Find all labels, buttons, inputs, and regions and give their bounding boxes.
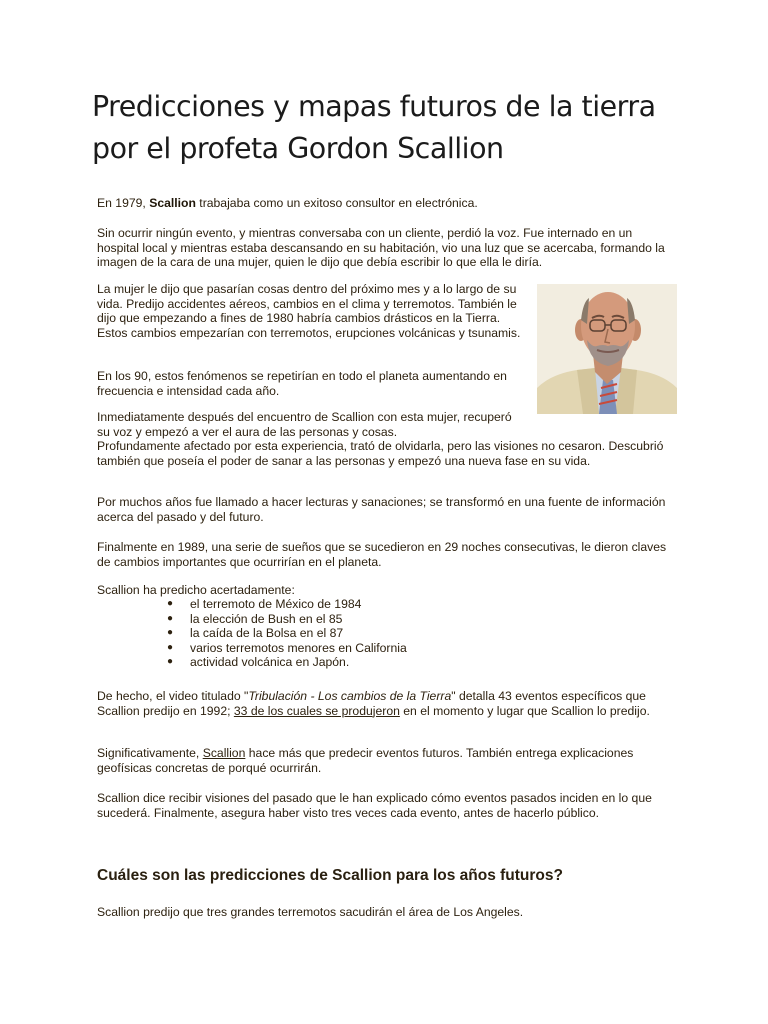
portrait-illustration <box>537 284 677 414</box>
paragraph-los-angeles: Scallion predijo que tres grandes terremotos sacudirán el área de Los Angeles. <box>97 905 524 919</box>
paragraph-aura: Inmediatamente después del encuentro de Scallion con esta mujer, recuperó su voz y empezó a ver el aura de las personas y cosas. <box>97 410 512 439</box>
bullet-icon: ● <box>167 641 174 653</box>
scallion-bold: Scallion <box>149 196 196 210</box>
bullet-icon: ● <box>167 627 174 639</box>
bullet-icon: ● <box>167 656 174 668</box>
paragraph-woman-predictions: La mujer le dijo que pasarían cosas dentro del próximo mes y a lo largo de su vida. Predijo accidentes aéreos, cambios en el clima y terremotos. También le dijo que empezando a fines de 1980 habría cambios drásticos en la Tierra. Estos cambios empezarían con terremotos, erupciones volcánicas y tsunamis. <box>97 282 521 340</box>
bullet-icon: ● <box>167 612 174 624</box>
video-title: Tribulación - Los cambios de la Tierra <box>248 689 452 703</box>
bullet-icon: ● <box>167 598 174 609</box>
list-item: ● actividad volcánica en Japón. <box>167 655 350 670</box>
paragraph-dreams: Finalmente en 1989, una serie de sueños que se sucedieron en 29 noches consecutivas, le dieron claves de cambios importantes que ocurrirían en el planeta. <box>97 540 667 569</box>
list-item: ● la elección de Bush en el 85 <box>167 611 343 626</box>
produced-events-link[interactable]: 33 de los cuales se produjeron <box>233 703 400 718</box>
scallion-link[interactable]: Scallion <box>202 746 246 760</box>
paragraph-visions: Scallion dice recibir visiones del pasado que le han explicado cómo eventos pasados inciden en lo que sucederá. Finalmente, asegura haber visto tres veces cada evento, antes de hacerlo público. <box>97 791 652 820</box>
gordon-scallion-photo <box>537 284 677 414</box>
paragraph-video: De hecho, el video titulado "Tribulación - Los cambios de la Tierra" detalla 43 eventos específicos que Scallion predijo en 1992; 33 de los cuales se produjeron en el momento y lugar que Scallion lo predijo. <box>97 689 650 718</box>
list-item: ● varios terremotos menores en California <box>167 640 407 655</box>
list-item: ● la caída de la Bolsa en el 87 <box>167 626 344 641</box>
predictions-list <box>160 597 407 670</box>
paragraph-explanations: Significativamente, Scallion hace más que predecir eventos futuros. También entrega explicaciones geofísicas concretas de porqué ocurrirán. <box>97 746 634 775</box>
paragraph-voice-loss: Sin ocurrir ningún evento, y mientras conversaba con un cliente, perdió la voz. Fue internado en un hospital local y mientras estaba descansando en su habitación, vio una luz que se acercaba, formando la imagen de la cara de una mujer, quien le dijo que debía escribir lo que ella le diría. <box>97 226 665 270</box>
page-title: Predicciones y mapas futuros de la tierra por el profeta Gordon Scallion <box>92 90 656 165</box>
list-item: ● el terremoto de México de 1984 <box>167 597 362 611</box>
section-heading-future: Cuáles son las predicciones de Scallion para los años futuros? <box>97 867 563 884</box>
paragraph-nineties: En los 90, estos fenómenos se repetirían en todo el planeta aumentando en frecuencia e intensidad cada año. <box>97 369 507 398</box>
paragraph-intro: En 1979, Scallion trabajaba como un exitoso consultor en electrónica. <box>97 196 478 210</box>
paragraph-readings: Por muchos años fue llamado a hacer lecturas y sanaciones; se transformó en una fuente de información acerca del pasado y del futuro. <box>97 495 666 524</box>
paragraph-predicted-intro: Scallion ha predicho acertadamente: <box>97 583 295 597</box>
paragraph-healing: Profundamente afectado por esta experiencia, trató de olvidarla, pero las visiones no cesaron. Descubrió también que poseía el poder de sanar a las personas y empezó una nueva fase en su vida. <box>97 439 664 468</box>
